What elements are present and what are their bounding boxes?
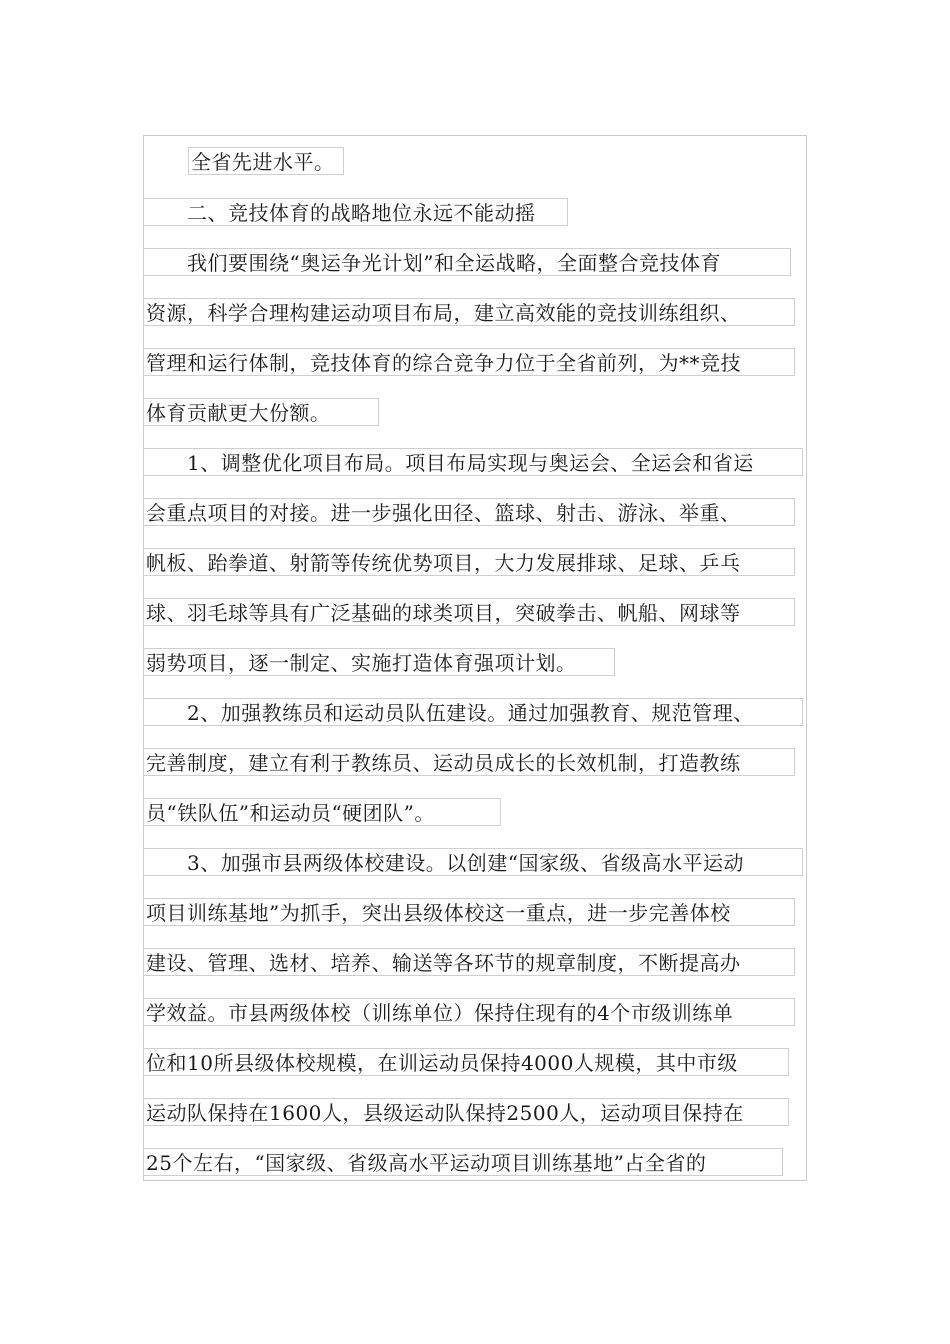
text-line: 帆板、跆拳道、射箭等传统优势项目，大力发展排球、足球、乒乓 bbox=[143, 548, 795, 576]
text-line: 弱势项目，逐一制定、实施打造体育强项计划。 bbox=[143, 648, 615, 676]
text-line: 管理和运行体制，竞技体育的综合竞争力位于全省前列，为**竞技 bbox=[143, 348, 795, 376]
text-line: 学效益。市县两级体校（训练单位）保持住现有的4个市级训练单 bbox=[143, 998, 795, 1026]
text-line: 球、羽毛球等具有广泛基础的球类项目，突破拳击、帆船、网球等 bbox=[143, 598, 795, 626]
text-line: 2、加强教练员和运动员队伍建设。通过加强教育、规范管理、 bbox=[143, 698, 803, 726]
text-line: 员“铁队伍”和运动员“硬团队”。 bbox=[143, 798, 501, 826]
section-heading: 二、竞技体育的战略地位永远不能动摇 bbox=[143, 198, 568, 226]
text-line: 运动队保持在1600人，县级运动队保持2500人，运动项目保持在 bbox=[143, 1098, 789, 1126]
text-line: 1、调整优化项目布局。项目布局实现与奥运会、全运会和省运 bbox=[143, 448, 803, 476]
text-line: 项目训练基地”为抓手，突出县级体校这一重点，进一步完善体校 bbox=[143, 898, 795, 926]
text-line: 3、加强市县两级体校建设。以创建“国家级、省级高水平运动 bbox=[143, 848, 803, 876]
text-line: 25个左右，“国家级、省级高水平运动项目训练基地”占全省的 bbox=[143, 1148, 783, 1176]
text-line: 位和10所县级体校规模，在训运动员保持4000人规模，其中市级 bbox=[143, 1048, 789, 1076]
text-line: 全省先进水平。 bbox=[188, 147, 344, 175]
text-line: 建设、管理、选材、培养、输送等各环节的规章制度，不断提高办 bbox=[143, 948, 795, 976]
text-line: 体育贡献更大份额。 bbox=[143, 398, 379, 426]
text-line: 资源，科学合理构建运动项目布局，建立高效能的竞技训练组织、 bbox=[143, 298, 795, 326]
text-line: 会重点项目的对接。进一步强化田径、篮球、射击、游泳、举重、 bbox=[143, 498, 795, 526]
text-line: 完善制度，建立有利于教练员、运动员成长的长效机制，打造教练 bbox=[143, 748, 795, 776]
text-line: 我们要围绕“奥运争光计划”和全运战略，全面整合竞技体育 bbox=[143, 248, 791, 276]
